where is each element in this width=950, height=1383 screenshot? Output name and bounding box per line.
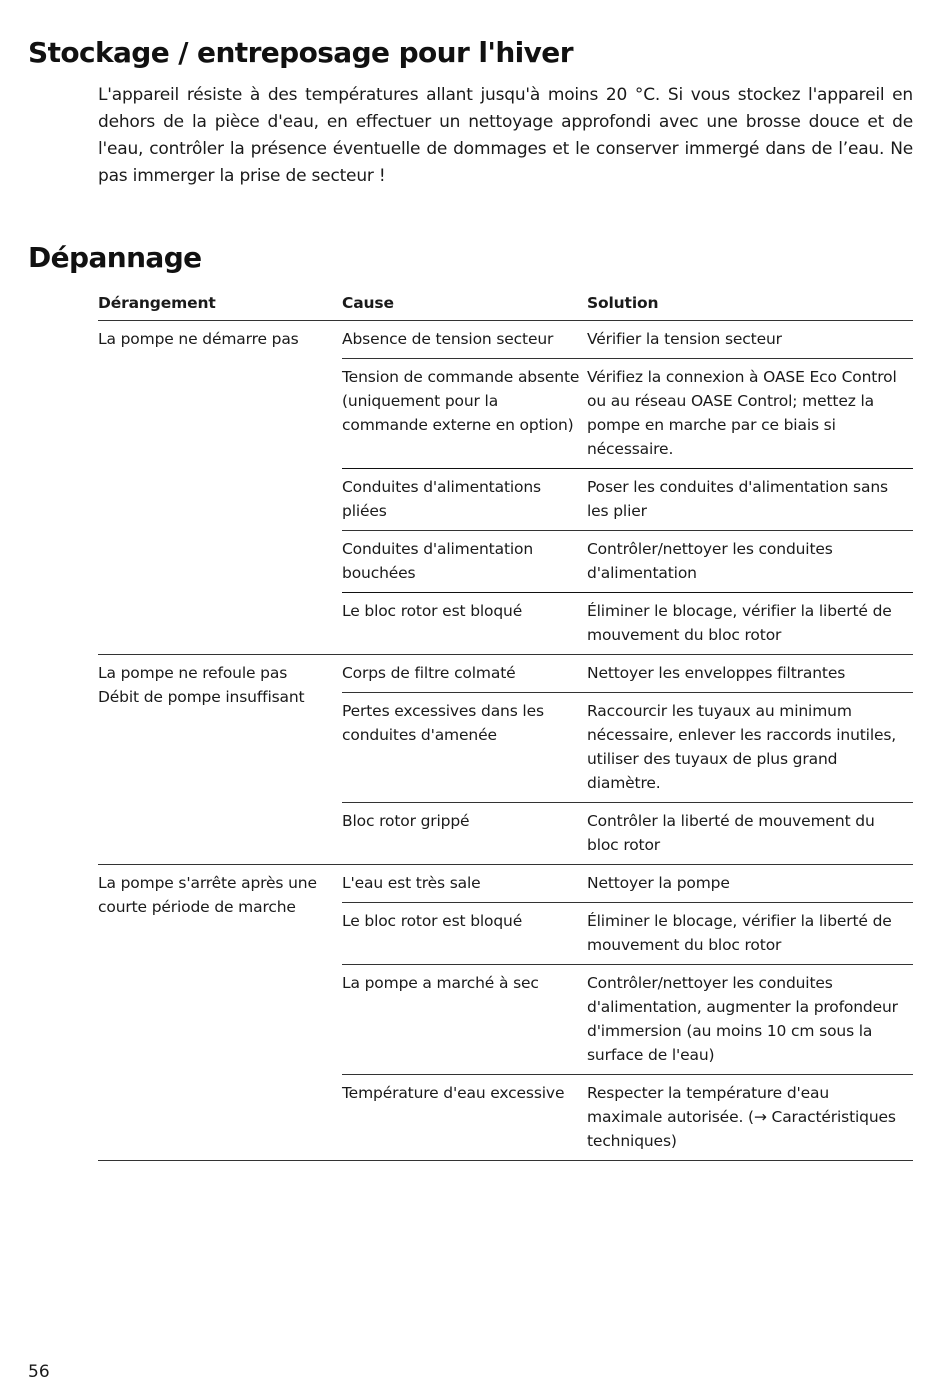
solution-cell: Contrôler/nettoyer les conduites d'alimentation, augmenter la profondeur d'immersion (au moins 10 cm sous la surface de l'eau) [587, 965, 913, 1075]
header-fault: Dérangement [98, 290, 342, 321]
fault-cell: La pompe s'arrête après une courte période de marche [98, 865, 342, 1161]
table-header-row [98, 290, 913, 321]
cause-cell: Conduites d'alimentation bouchées [342, 531, 587, 593]
table-body [98, 321, 913, 1161]
solution-cell: Respecter la température d'eau maximale autorisée. (→ Caractéristiques techniques) [587, 1075, 913, 1161]
cause-cell: Bloc rotor grippé [342, 803, 587, 865]
table-row [98, 655, 913, 693]
solution-cell: Nettoyer la pompe [587, 865, 913, 903]
cause-cell: Pertes excessives dans les conduites d'amenée [342, 693, 587, 803]
solution-cell: Contrôler/nettoyer les conduites d'alimentation [587, 531, 913, 593]
header-cause: Cause [342, 290, 587, 321]
storage-paragraph: L'appareil résiste à des températures allant jusqu'à moins 20 °C. Si vous stockez l'appareil en dehors de la pièce d'eau, en effectuer un nettoyage approfondi avec une brosse douce et de l'eau, contrôler la présence éventuelle de dommages et le conserver immergé dans de l’eau. Ne pas immerger la prise de secteur ! [98, 85, 913, 186]
cause-cell: Température d'eau excessive [342, 1075, 587, 1161]
solution-cell: Éliminer le blocage, vérifier la liberté de mouvement du bloc rotor [587, 593, 913, 655]
solution-cell: Contrôler la liberté de mouvement du bloc rotor [587, 803, 913, 865]
solution-cell: Nettoyer les enveloppes filtrantes [587, 655, 913, 693]
solution-cell: Poser les conduites d'alimentation sans les plier [587, 469, 913, 531]
cause-cell: L'eau est très sale [342, 865, 587, 903]
header-solution: Solution [587, 290, 913, 321]
storage-section-title: Stockage / entreposage pour l'hiver [28, 36, 573, 69]
cause-cell: Conduites d'alimentations pliées [342, 469, 587, 531]
fault-cell: La pompe ne démarre pas [98, 321, 342, 655]
cause-cell: Tension de commande absente (uniquement pour la commande externe en option) [342, 359, 587, 469]
cause-cell: Corps de filtre colmaté [342, 655, 587, 693]
cause-cell: Le bloc rotor est bloqué [342, 903, 587, 965]
troubleshooting-table [98, 290, 913, 1161]
solution-cell: Vérifiez la connexion à OASE Eco Control ou au réseau OASE Control; mettez la pompe en marche par ce biais si nécessaire. [587, 359, 913, 469]
table-row [98, 865, 913, 903]
cause-cell: Absence de tension secteur [342, 321, 587, 359]
troubleshooting-section-title: Dépannage [28, 241, 202, 274]
solution-cell: Raccourcir les tuyaux au minimum nécessaire, enlever les raccords inutiles, utiliser des tuyaux de plus grand diamètre. [587, 693, 913, 803]
cause-cell: Le bloc rotor est bloqué [342, 593, 587, 655]
fault-cell: La pompe ne refoule pas Débit de pompe insuffisant [98, 655, 342, 865]
page-number: 56 [28, 1362, 50, 1382]
solution-cell: Éliminer le blocage, vérifier la liberté de mouvement du bloc rotor [587, 903, 913, 965]
solution-cell: Vérifier la tension secteur [587, 321, 913, 359]
cause-cell: La pompe a marché à sec [342, 965, 587, 1075]
table-row [98, 321, 913, 359]
